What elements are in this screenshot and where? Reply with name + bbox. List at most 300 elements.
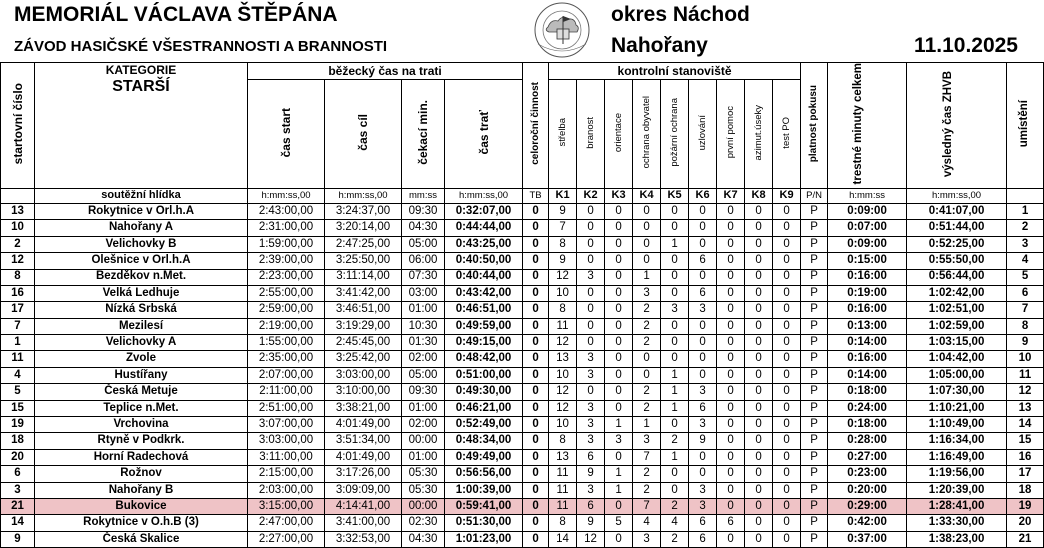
team-name-cell: Velichovky A: [35, 335, 248, 351]
station-k7-cell: 0: [717, 433, 745, 449]
table-row: [1, 433, 1044, 449]
start-number-cell: 20: [1, 449, 35, 465]
station-k9-cell: 0: [773, 498, 801, 514]
wait-cell: 02:00: [402, 351, 445, 367]
station-k3-cell: 0: [605, 400, 633, 416]
unit-start: h:mm:ss,00: [248, 188, 325, 203]
time-track-cell: 0:51:30,00: [445, 515, 523, 531]
table-row: [1, 449, 1044, 465]
station-k8-cell: 0: [745, 400, 773, 416]
station-k2-cell: 3: [577, 269, 605, 285]
station-k9-cell: 0: [773, 384, 801, 400]
station-k5-cell: 0: [661, 318, 689, 334]
station-k6-cell: 0: [689, 351, 717, 367]
col-start-number: startovní číslo: [1, 63, 35, 189]
team-name-cell: Velichovky B: [35, 236, 248, 252]
unit-k8: K8: [745, 188, 773, 203]
wait-cell: 09:30: [402, 384, 445, 400]
station-k1-cell: 11: [549, 498, 577, 514]
team-name-cell: Rokytnice v Orl.h.A: [35, 203, 248, 219]
station-k3-cell: 0: [605, 449, 633, 465]
event-logo-icon: [524, 0, 600, 60]
station-k2-cell: 6: [577, 498, 605, 514]
result-time-cell: 1:33:30,00: [907, 515, 1007, 531]
col-station-4: ochrana obyvatel: [633, 80, 661, 189]
time-track-cell: 0:56:56,00: [445, 466, 523, 482]
start-number-cell: 13: [1, 203, 35, 219]
wait-cell: 01:00: [402, 302, 445, 318]
table-row: [1, 203, 1044, 219]
team-name-cell: Nízká Srbská: [35, 302, 248, 318]
col-station-9: test PO: [773, 80, 801, 189]
team-name-cell: Velká Ledhuje: [35, 285, 248, 301]
start-number-cell: 17: [1, 302, 35, 318]
results-table: [0, 62, 1044, 548]
col-station-7: první pomoc: [717, 80, 745, 189]
time-finish-cell: 2:45:45,00: [325, 335, 402, 351]
station-k7-cell: 0: [717, 335, 745, 351]
station-k6-cell: 0: [689, 367, 717, 383]
station-k9-cell: 0: [773, 220, 801, 236]
station-k1-cell: 7: [549, 220, 577, 236]
penalty-cell: 0:09:00: [828, 236, 907, 252]
category-name: STARŠÍ: [112, 78, 170, 95]
station-k2-cell: 0: [577, 384, 605, 400]
station-k5-cell: 1: [661, 236, 689, 252]
team-name-cell: Bukovice: [35, 498, 248, 514]
time-finish-cell: 3:09:09,00: [325, 482, 402, 498]
unit-k3: K3: [605, 188, 633, 203]
penalty-cell: 0:37:00: [828, 531, 907, 547]
unit-penalty: h:mm:ss: [828, 188, 907, 203]
station-k2-cell: 0: [577, 318, 605, 334]
start-number-cell: 2: [1, 236, 35, 252]
time-finish-cell: 3:17:26,00: [325, 466, 402, 482]
station-k5-cell: 0: [661, 466, 689, 482]
station-k1-cell: 12: [549, 384, 577, 400]
start-number-cell: 21: [1, 498, 35, 514]
col-station-1: střelba: [549, 80, 577, 189]
result-time-cell: 0:55:50,00: [907, 253, 1007, 269]
start-number-cell: 11: [1, 351, 35, 367]
station-k7-cell: 0: [717, 220, 745, 236]
time-start-cell: 2:15:00,00: [248, 466, 325, 482]
station-k1-cell: 9: [549, 253, 577, 269]
station-k9-cell: 0: [773, 335, 801, 351]
time-start-cell: 2:07:00,00: [248, 367, 325, 383]
station-k9-cell: 0: [773, 433, 801, 449]
time-finish-cell: 3:38:21,00: [325, 400, 402, 416]
validity-cell: P: [801, 400, 828, 416]
station-k2-cell: 0: [577, 220, 605, 236]
unit-k4: K4: [633, 188, 661, 203]
station-k2-cell: 3: [577, 367, 605, 383]
station-k4-cell: 3: [633, 531, 661, 547]
start-number-cell: 7: [1, 318, 35, 334]
overall-cell: 0: [523, 417, 549, 433]
overall-cell: 0: [523, 318, 549, 334]
station-k8-cell: 0: [745, 515, 773, 531]
result-time-cell: 1:07:30,00: [907, 384, 1007, 400]
station-k5-cell: 2: [661, 531, 689, 547]
station-k8-cell: 0: [745, 384, 773, 400]
overall-cell: 0: [523, 482, 549, 498]
place-cell: 17: [1007, 466, 1044, 482]
overall-cell: 0: [523, 433, 549, 449]
station-k7-cell: 0: [717, 466, 745, 482]
station-k7-cell: 0: [717, 285, 745, 301]
station-k9-cell: 0: [773, 466, 801, 482]
col-team: soutěžní hlídka: [35, 188, 248, 203]
time-track-cell: 1:00:39,00: [445, 482, 523, 498]
penalty-cell: 0:28:00: [828, 433, 907, 449]
station-k4-cell: 1: [633, 417, 661, 433]
penalty-cell: 0:27:00: [828, 449, 907, 465]
penalty-cell: 0:42:00: [828, 515, 907, 531]
col-place: umístění: [1007, 63, 1044, 189]
validity-cell: P: [801, 269, 828, 285]
validity-cell: P: [801, 433, 828, 449]
wait-cell: 05:30: [402, 466, 445, 482]
team-name-cell: Rtyně v Podkrk.: [35, 433, 248, 449]
place-cell: 6: [1007, 285, 1044, 301]
time-finish-cell: 3:32:53,00: [325, 531, 402, 547]
penalty-cell: 0:23:00: [828, 466, 907, 482]
table-row: [1, 253, 1044, 269]
station-k4-cell: 2: [633, 482, 661, 498]
unit-k9: K9: [773, 188, 801, 203]
unit-validity: P/N: [801, 188, 828, 203]
overall-cell: 0: [523, 236, 549, 252]
start-number-cell: 12: [1, 253, 35, 269]
station-k3-cell: 0: [605, 351, 633, 367]
time-start-cell: 2:03:00,00: [248, 482, 325, 498]
station-k7-cell: 0: [717, 236, 745, 252]
station-k1-cell: 8: [549, 433, 577, 449]
station-k1-cell: 8: [549, 302, 577, 318]
station-k2-cell: 9: [577, 515, 605, 531]
station-k7-cell: 0: [717, 269, 745, 285]
penalty-cell: 0:24:00: [828, 400, 907, 416]
station-k6-cell: 6: [689, 400, 717, 416]
station-k4-cell: 7: [633, 498, 661, 514]
result-time-cell: 1:16:49,00: [907, 449, 1007, 465]
result-time-cell: 0:56:44,00: [907, 269, 1007, 285]
station-k5-cell: 1: [661, 367, 689, 383]
result-time-cell: 1:02:59,00: [907, 318, 1007, 334]
station-k2-cell: 12: [577, 531, 605, 547]
place-cell: 5: [1007, 269, 1044, 285]
station-k4-cell: 1: [633, 269, 661, 285]
time-start-cell: 2:31:00,00: [248, 220, 325, 236]
table-row: [1, 482, 1044, 498]
result-time-cell: 1:02:42,00: [907, 285, 1007, 301]
validity-cell: P: [801, 285, 828, 301]
penalty-cell: 0:07:00: [828, 220, 907, 236]
station-k6-cell: 3: [689, 498, 717, 514]
station-k8-cell: 0: [745, 466, 773, 482]
penalty-cell: 0:16:00: [828, 302, 907, 318]
wait-cell: 07:30: [402, 269, 445, 285]
table-row: [1, 515, 1044, 531]
result-time-cell: 1:05:00,00: [907, 367, 1007, 383]
station-k6-cell: 3: [689, 482, 717, 498]
validity-cell: P: [801, 318, 828, 334]
time-track-cell: 0:43:25,00: [445, 236, 523, 252]
overall-cell: 0: [523, 203, 549, 219]
time-start-cell: 2:19:00,00: [248, 318, 325, 334]
station-k9-cell: 0: [773, 351, 801, 367]
time-start-cell: 2:59:00,00: [248, 302, 325, 318]
table-row: [1, 236, 1044, 252]
station-k5-cell: 0: [661, 417, 689, 433]
station-k9-cell: 0: [773, 531, 801, 547]
start-number-cell: 15: [1, 400, 35, 416]
time-finish-cell: 3:19:29,00: [325, 318, 402, 334]
wait-cell: 01:00: [402, 400, 445, 416]
col-overall: celoroční činnost: [523, 63, 549, 189]
penalty-cell: 0:18:00: [828, 417, 907, 433]
team-name-cell: Česká Skalice: [35, 531, 248, 547]
time-start-cell: 2:39:00,00: [248, 253, 325, 269]
station-k6-cell: 6: [689, 253, 717, 269]
wait-cell: 09:30: [402, 203, 445, 219]
station-k8-cell: 0: [745, 417, 773, 433]
station-k2-cell: 0: [577, 285, 605, 301]
station-k5-cell: 2: [661, 498, 689, 514]
place-cell: 9: [1007, 335, 1044, 351]
validity-cell: P: [801, 220, 828, 236]
col-wait: čekací min.: [402, 80, 445, 189]
time-track-cell: 0:46:21,00: [445, 400, 523, 416]
station-k4-cell: 2: [633, 302, 661, 318]
table-row: [1, 318, 1044, 334]
time-start-cell: 1:59:00,00: [248, 236, 325, 252]
station-k1-cell: 11: [549, 318, 577, 334]
table-row: [1, 367, 1044, 383]
team-name-cell: Mezilesí: [35, 318, 248, 334]
wait-cell: 06:00: [402, 253, 445, 269]
station-k3-cell: 0: [605, 367, 633, 383]
station-k3-cell: 0: [605, 384, 633, 400]
validity-cell: P: [801, 351, 828, 367]
time-start-cell: 3:15:00,00: [248, 498, 325, 514]
team-name-cell: Zvole: [35, 351, 248, 367]
station-k3-cell: 1: [605, 482, 633, 498]
station-k3-cell: 0: [605, 203, 633, 219]
team-name-cell: Česká Metuje: [35, 384, 248, 400]
time-finish-cell: 3:25:42,00: [325, 351, 402, 367]
station-k5-cell: 1: [661, 400, 689, 416]
time-start-cell: 2:43:00,00: [248, 203, 325, 219]
wait-cell: 10:30: [402, 318, 445, 334]
table-row: [1, 335, 1044, 351]
time-finish-cell: 3:10:00,00: [325, 384, 402, 400]
col-time-track: čas trať: [445, 80, 523, 189]
time-finish-cell: 4:14:41,00: [325, 498, 402, 514]
station-k5-cell: 0: [661, 482, 689, 498]
col-time-finish: čas cíl: [325, 80, 402, 189]
time-track-cell: 0:59:41,00: [445, 498, 523, 514]
station-k8-cell: 0: [745, 253, 773, 269]
place-cell: 8: [1007, 318, 1044, 334]
wait-cell: 05:00: [402, 367, 445, 383]
place-cell: 7: [1007, 302, 1044, 318]
station-k2-cell: 3: [577, 482, 605, 498]
station-k3-cell: 0: [605, 220, 633, 236]
station-k4-cell: 2: [633, 400, 661, 416]
table-row: [1, 417, 1044, 433]
station-k2-cell: 0: [577, 253, 605, 269]
group-stations: kontrolní stanoviště: [549, 63, 801, 80]
station-k9-cell: 0: [773, 367, 801, 383]
col-time-start: čas start: [248, 80, 325, 189]
table-row: [1, 498, 1044, 514]
station-k8-cell: 0: [745, 482, 773, 498]
station-k6-cell: 6: [689, 515, 717, 531]
time-track-cell: 0:49:59,00: [445, 318, 523, 334]
station-k5-cell: 0: [661, 203, 689, 219]
table-row: [1, 531, 1044, 547]
station-k9-cell: 0: [773, 253, 801, 269]
result-time-cell: 1:04:42,00: [907, 351, 1007, 367]
station-k6-cell: 0: [689, 220, 717, 236]
overall-cell: 0: [523, 220, 549, 236]
team-name-cell: Teplice n.Met.: [35, 400, 248, 416]
place-cell: 11: [1007, 367, 1044, 383]
penalty-cell: 0:29:00: [828, 498, 907, 514]
station-k4-cell: 0: [633, 253, 661, 269]
start-number-cell: 8: [1, 269, 35, 285]
station-k7-cell: 0: [717, 318, 745, 334]
overall-cell: 0: [523, 498, 549, 514]
station-k8-cell: 0: [745, 498, 773, 514]
station-k6-cell: 9: [689, 433, 717, 449]
station-k9-cell: 0: [773, 482, 801, 498]
station-k5-cell: 0: [661, 269, 689, 285]
team-name-cell: Nahořany A: [35, 220, 248, 236]
time-finish-cell: 3:51:34,00: [325, 433, 402, 449]
wait-cell: 00:00: [402, 433, 445, 449]
unit-k7: K7: [717, 188, 745, 203]
time-start-cell: 2:47:00,00: [248, 515, 325, 531]
time-finish-cell: 4:01:49,00: [325, 417, 402, 433]
time-finish-cell: 3:41:42,00: [325, 285, 402, 301]
col-station-3: orientace: [605, 80, 633, 189]
team-name-cell: Vrchovina: [35, 417, 248, 433]
time-finish-cell: 3:11:14,00: [325, 269, 402, 285]
team-name-cell: Nahořany B: [35, 482, 248, 498]
station-k6-cell: 3: [689, 302, 717, 318]
penalty-cell: 0:13:00: [828, 318, 907, 334]
table-row: [1, 285, 1044, 301]
penalty-cell: 0:14:00: [828, 335, 907, 351]
station-k9-cell: 0: [773, 285, 801, 301]
unit-track: h:mm:ss,00: [445, 188, 523, 203]
start-number-cell: 19: [1, 417, 35, 433]
station-k1-cell: 10: [549, 367, 577, 383]
station-k5-cell: 0: [661, 351, 689, 367]
station-k8-cell: 0: [745, 351, 773, 367]
wait-cell: 00:00: [402, 498, 445, 514]
time-track-cell: 0:52:49,00: [445, 417, 523, 433]
table-row: [1, 269, 1044, 285]
start-number-cell: 3: [1, 482, 35, 498]
station-k7-cell: 0: [717, 531, 745, 547]
station-k6-cell: 6: [689, 285, 717, 301]
overall-cell: 0: [523, 335, 549, 351]
station-k7-cell: 0: [717, 253, 745, 269]
validity-cell: P: [801, 253, 828, 269]
station-k5-cell: 3: [661, 302, 689, 318]
station-k2-cell: 9: [577, 466, 605, 482]
station-k8-cell: 0: [745, 433, 773, 449]
station-k2-cell: 3: [577, 351, 605, 367]
result-time-cell: 1:19:56,00: [907, 466, 1007, 482]
unit-wait: mm:ss: [402, 188, 445, 203]
time-finish-cell: 3:25:50,00: [325, 253, 402, 269]
col-station-6: uzlování: [689, 80, 717, 189]
station-k2-cell: 6: [577, 449, 605, 465]
station-k2-cell: 3: [577, 433, 605, 449]
overall-cell: 0: [523, 531, 549, 547]
station-k9-cell: 0: [773, 417, 801, 433]
time-start-cell: 2:27:00,00: [248, 531, 325, 547]
table-row: [1, 384, 1044, 400]
category-header: [35, 63, 248, 189]
wait-cell: 05:00: [402, 236, 445, 252]
col-penalty: trestné minuty celkem: [828, 63, 907, 189]
station-k7-cell: 0: [717, 351, 745, 367]
place-label: Nahořany: [611, 34, 708, 57]
event-title: MEMORIÁL VÁCLAVA ŠTĚPÁNA: [14, 3, 338, 26]
station-k2-cell: 0: [577, 335, 605, 351]
station-k2-cell: 0: [577, 236, 605, 252]
station-k4-cell: 2: [633, 318, 661, 334]
station-k6-cell: 0: [689, 449, 717, 465]
place-cell: 12: [1007, 384, 1044, 400]
time-start-cell: 2:11:00,00: [248, 384, 325, 400]
station-k8-cell: 0: [745, 531, 773, 547]
time-track-cell: 0:49:49,00: [445, 449, 523, 465]
wait-cell: 05:30: [402, 482, 445, 498]
penalty-cell: 0:09:00: [828, 203, 907, 219]
unit-k5: K5: [661, 188, 689, 203]
validity-cell: P: [801, 498, 828, 514]
station-k2-cell: 3: [577, 400, 605, 416]
time-start-cell: 3:03:00,00: [248, 433, 325, 449]
validity-cell: P: [801, 515, 828, 531]
place-cell: 19: [1007, 498, 1044, 514]
penalty-cell: 0:16:00: [828, 269, 907, 285]
time-finish-cell: 3:20:14,00: [325, 220, 402, 236]
station-k8-cell: 0: [745, 318, 773, 334]
team-name-cell: Rožnov: [35, 466, 248, 482]
result-time-cell: 1:38:23,00: [907, 531, 1007, 547]
time-track-cell: 0:40:44,00: [445, 269, 523, 285]
overall-cell: 0: [523, 400, 549, 416]
overall-cell: 0: [523, 367, 549, 383]
time-start-cell: 3:11:00,00: [248, 449, 325, 465]
station-k7-cell: 0: [717, 400, 745, 416]
station-k4-cell: 3: [633, 285, 661, 301]
unit-k1: K1: [549, 188, 577, 203]
station-k8-cell: 0: [745, 367, 773, 383]
place-cell: 20: [1007, 515, 1044, 531]
time-track-cell: 0:44:44,00: [445, 220, 523, 236]
station-k4-cell: 0: [633, 220, 661, 236]
result-time-cell: 1:20:39,00: [907, 482, 1007, 498]
